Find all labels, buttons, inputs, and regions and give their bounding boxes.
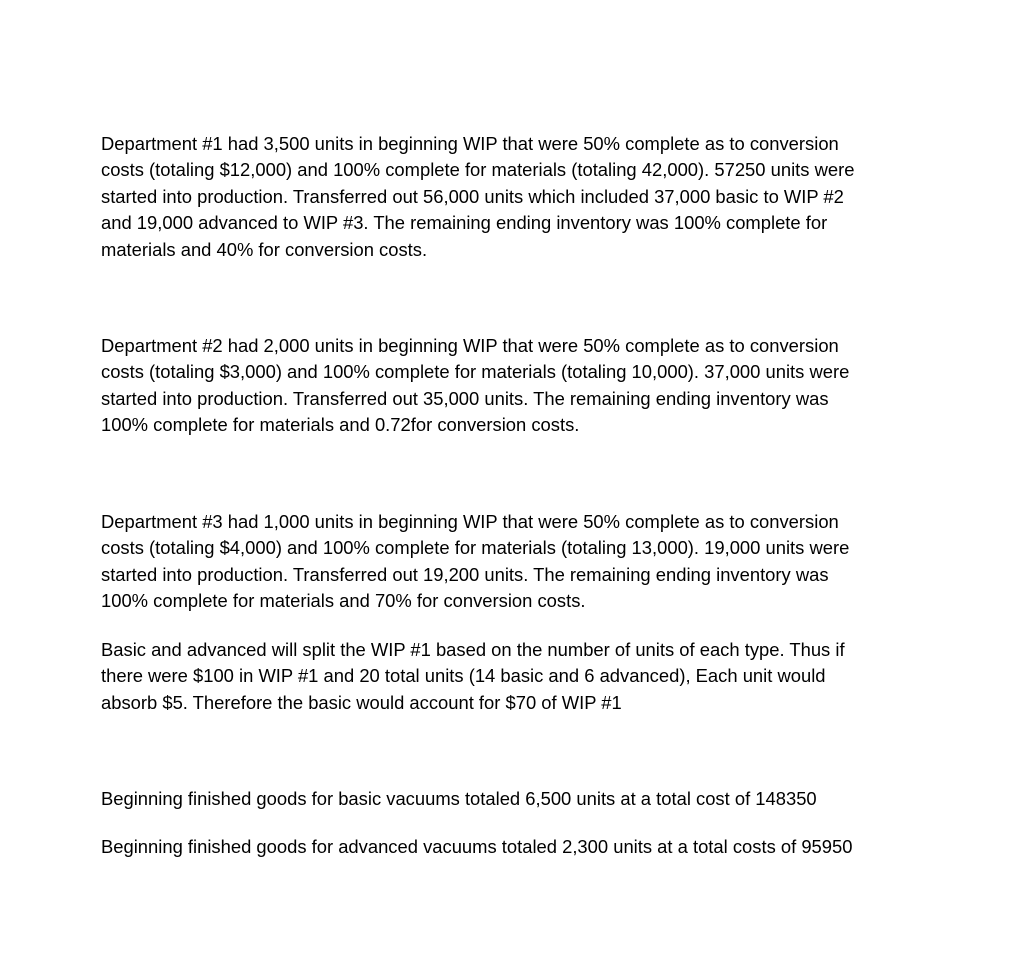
department-3-paragraph: Department #3 had 1,000 units in beginning WIP that were 50% complete as to conversion costs (totaling $4,000) and 100% complete for materials (totaling 13,000). 19,000 units were started into production. Transferred out 19,200 units. The remaining ending inventory was 100% complete for materials and 70% for conversion costs.: [101, 511, 850, 612]
finished-goods-advanced: Beginning finished goods for advanced vacuums totaled 2,300 units at a total costs of 95950: [101, 836, 853, 857]
department-2-paragraph: Department #2 had 2,000 units in beginning WIP that were 50% complete as to conversion costs (totaling $3,000) and 100% complete for materials (totaling 10,000). 37,000 units were started into production. Transferred out 35,000 units. The remaining ending inventory was 100% complete for materials and 0.72for conversion costs.: [101, 335, 850, 436]
department-1-paragraph: Department #1 had 3,500 units in beginning WIP that were 50% complete as to conversion costs (totaling $12,000) and 100% complete for materials (totaling 42,000). 57250 units were started into production. Transferred out 56,000 units which included 37,000 basic to WIP #2 and 19,000 advanced to WIP #3. The remaining ending inventory was 100% complete for materials and 40% for conversion costs.: [101, 133, 855, 260]
finished-goods-basic: Beginning finished goods for basic vacuums totaled 6,500 units at a total cost of 148350: [101, 788, 817, 809]
wip-split-paragraph: Basic and advanced will split the WIP #1 based on the number of units of each type. Thus if there were $100 in WIP #1 and 20 total units (14 basic and 6 advanced), Each unit would absorb $5. Therefore the basic would account for $70 of WIP #1: [101, 639, 845, 713]
